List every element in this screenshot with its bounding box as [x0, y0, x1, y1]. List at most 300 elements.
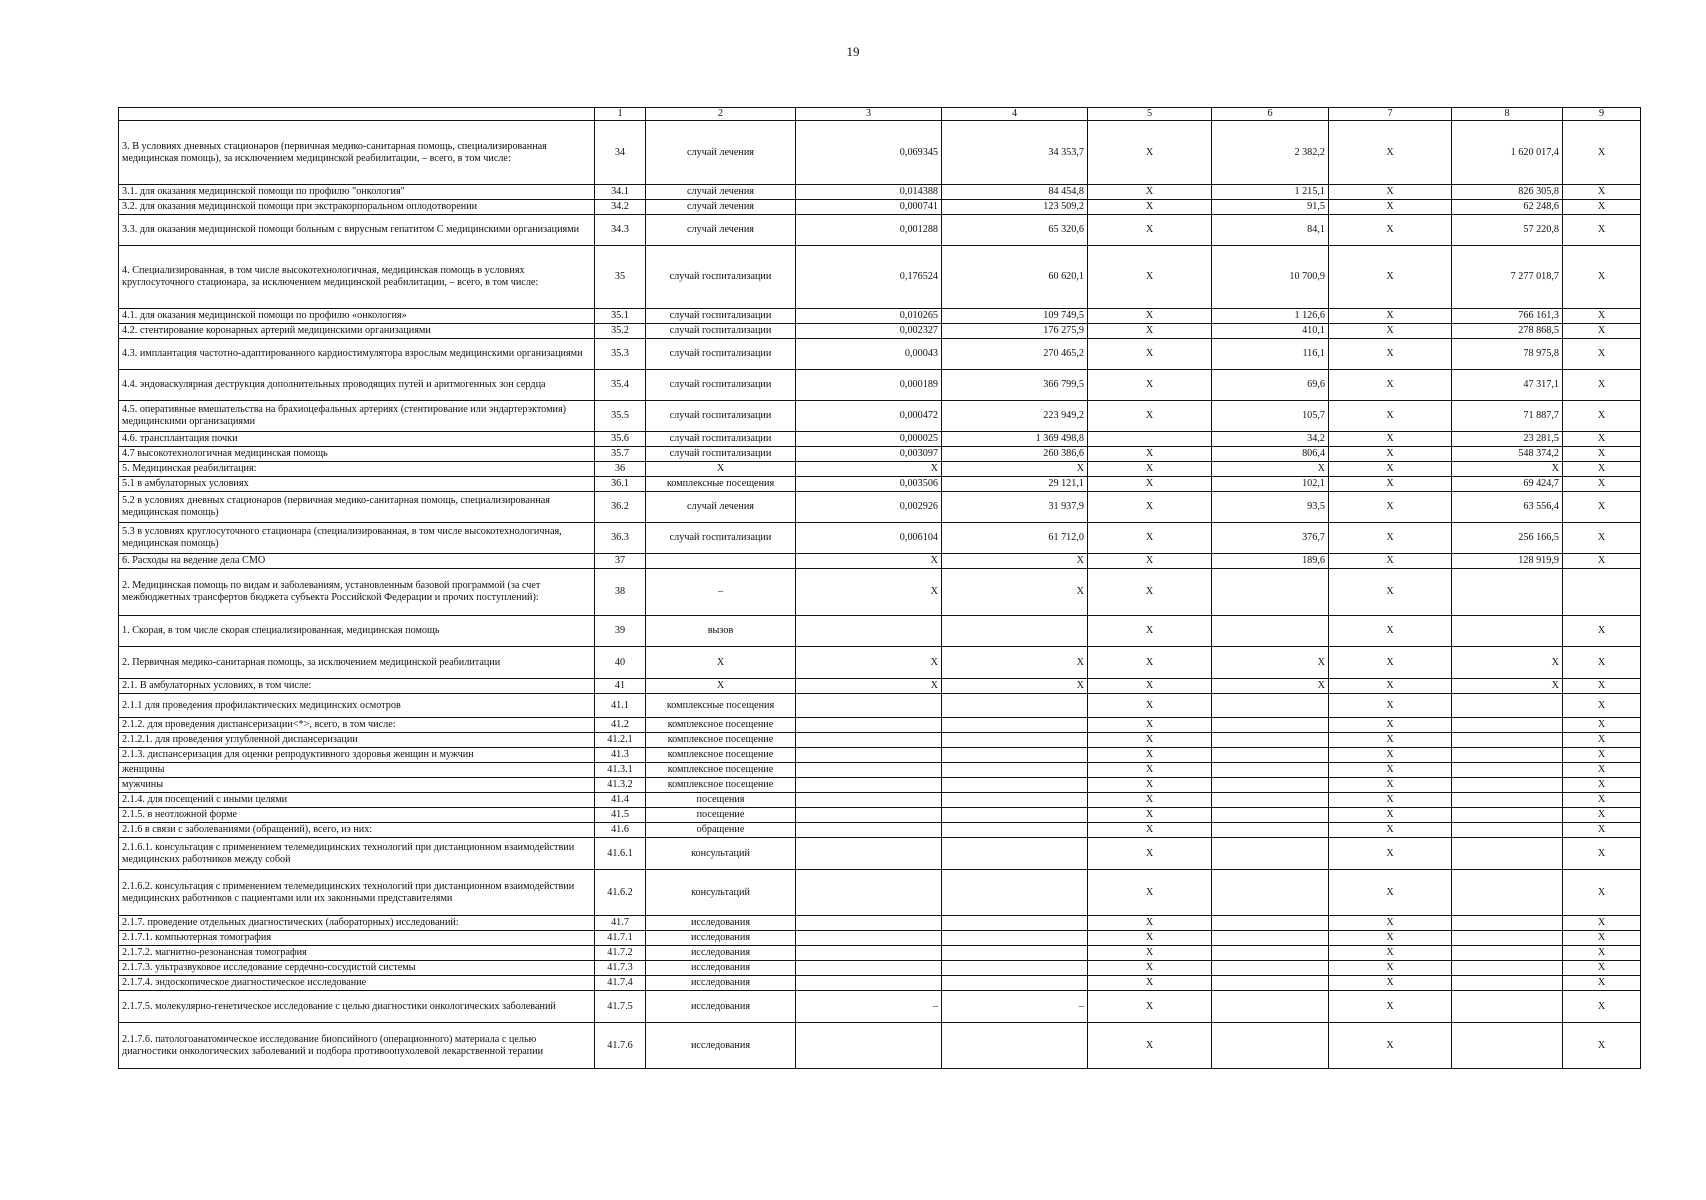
table-cell: –: [942, 991, 1088, 1023]
table-row: [119, 523, 1641, 554]
table-cell: случай лечения: [646, 200, 796, 215]
table-cell: 40: [595, 647, 646, 679]
table-cell: 2.1.7.1. компьютерная томография: [119, 931, 595, 946]
table-cell: 35.1: [595, 309, 646, 324]
table-cell: [942, 976, 1088, 991]
table-row: [119, 793, 1641, 808]
table-row: [119, 477, 1641, 492]
table-cell: [796, 976, 942, 991]
table-row: [119, 823, 1641, 838]
column-header: 8: [1452, 108, 1563, 121]
table-row: [119, 339, 1641, 370]
table-row: [119, 246, 1641, 309]
table-cell: 38: [595, 569, 646, 616]
table-cell: [942, 946, 1088, 961]
table-cell: 47 317,1: [1452, 370, 1563, 401]
table-cell: X: [1088, 523, 1212, 554]
table-cell: X: [1563, 1023, 1641, 1069]
table-cell: X: [1212, 647, 1329, 679]
table-cell: X: [1563, 215, 1641, 246]
table-row: [119, 447, 1641, 462]
table-cell: 91,5: [1212, 200, 1329, 215]
table-cell: 2.1.2. для проведения диспансеризации<*>, всего, в том числе:: [119, 718, 595, 733]
table-row: [119, 694, 1641, 718]
table-cell: X: [1563, 694, 1641, 718]
table-cell: [796, 1023, 942, 1069]
table-cell: 0,000189: [796, 370, 942, 401]
table-cell: 1 215,1: [1212, 185, 1329, 200]
table-cell: 10 700,9: [1212, 246, 1329, 309]
table-cell: 5.2 в условиях дневных стационаров (первичная медико-санитарная помощь, специализированная медицинская помощь): [119, 492, 595, 523]
table-cell: X: [1563, 808, 1641, 823]
table-row: [119, 916, 1641, 931]
table-row: [119, 554, 1641, 569]
table-cell: X: [1452, 462, 1563, 477]
table-cell: [1212, 976, 1329, 991]
table-cell: X: [796, 679, 942, 694]
table-cell: X: [1329, 679, 1452, 694]
table-cell: X: [1088, 916, 1212, 931]
table-cell: [1088, 432, 1212, 447]
table-cell: X: [1088, 200, 1212, 215]
table-cell: X: [1563, 976, 1641, 991]
table-cell: 189,6: [1212, 554, 1329, 569]
table-row: [119, 121, 1641, 185]
table-cell: X: [1329, 616, 1452, 647]
table-cell: X: [1329, 793, 1452, 808]
table-cell: X: [1329, 339, 1452, 370]
table-cell: X: [1088, 447, 1212, 462]
table-cell: [942, 916, 1088, 931]
table-cell: случай лечения: [646, 121, 796, 185]
table-cell: 35.3: [595, 339, 646, 370]
table-cell: X: [1329, 324, 1452, 339]
table-cell: комплексные посещения: [646, 477, 796, 492]
table-cell: 35: [595, 246, 646, 309]
table-cell: X: [1088, 121, 1212, 185]
table-cell: 2.1.3. диспансеризация для оценки репродуктивного здоровья женщин и мужчин: [119, 748, 595, 763]
table-cell: [1452, 916, 1563, 931]
table-cell: X: [1088, 185, 1212, 200]
table-cell: 39: [595, 616, 646, 647]
table-cell: 2 382,2: [1212, 121, 1329, 185]
table-cell: 65 320,6: [942, 215, 1088, 246]
table-cell: X: [1212, 679, 1329, 694]
table-cell: X: [1329, 569, 1452, 616]
table-cell: 71 887,7: [1452, 401, 1563, 432]
table-cell: [1212, 1023, 1329, 1069]
table-cell: X: [1088, 946, 1212, 961]
table-cell: случай госпитализации: [646, 523, 796, 554]
table-cell: 0,006104: [796, 523, 942, 554]
table-cell: X: [1329, 370, 1452, 401]
table-cell: 2.1.6 в связи с заболеваниями (обращений), всего, из них:: [119, 823, 595, 838]
table-cell: комплексное посещение: [646, 778, 796, 793]
table-cell: X: [1329, 748, 1452, 763]
table-row: [119, 1023, 1641, 1069]
table-cell: X: [1563, 185, 1641, 200]
table-cell: X: [1329, 200, 1452, 215]
table-cell: исследования: [646, 946, 796, 961]
table-cell: X: [1088, 838, 1212, 870]
table-cell: 41.7.3: [595, 961, 646, 976]
table-cell: X: [1563, 748, 1641, 763]
page-number: 19: [846, 44, 860, 59]
table-cell: 176 275,9: [942, 324, 1088, 339]
table-cell: 2.1.7. проведение отдельных диагностических (лабораторных) исследований:: [119, 916, 595, 931]
table-cell: X: [1088, 808, 1212, 823]
column-header: 7: [1329, 108, 1452, 121]
table-cell: 2.1.7.3. ультразвуковое исследование сердечно-сосудистой системы: [119, 961, 595, 976]
table-cell: 35.7: [595, 447, 646, 462]
table-cell: X: [646, 462, 796, 477]
table-cell: X: [1329, 554, 1452, 569]
table-cell: 41.6: [595, 823, 646, 838]
table-cell: комплексное посещение: [646, 748, 796, 763]
table-cell: X: [1088, 1023, 1212, 1069]
table-cell: X: [1329, 523, 1452, 554]
table-cell: [942, 778, 1088, 793]
table-cell: [796, 718, 942, 733]
table-cell: 1 126,6: [1212, 309, 1329, 324]
table-cell: 2.1.2.1. для проведения углубленной диспансеризации: [119, 733, 595, 748]
table-row: [119, 679, 1641, 694]
table-cell: X: [1329, 976, 1452, 991]
table-cell: X: [1088, 554, 1212, 569]
table-cell: [1452, 616, 1563, 647]
table-cell: [942, 931, 1088, 946]
table-cell: [1212, 808, 1329, 823]
table-cell: X: [1088, 569, 1212, 616]
table-cell: X: [1563, 763, 1641, 778]
table-cell: X: [1088, 733, 1212, 748]
table-cell: 31 937,9: [942, 492, 1088, 523]
table-cell: 0,003506: [796, 477, 942, 492]
table-cell: X: [1452, 647, 1563, 679]
table-cell: X: [1088, 823, 1212, 838]
table-row: [119, 492, 1641, 523]
table-row: [119, 569, 1641, 616]
table-cell: X: [1563, 324, 1641, 339]
table-cell: 34,2: [1212, 432, 1329, 447]
column-header: 1: [595, 108, 646, 121]
table-cell: X: [646, 647, 796, 679]
table-cell: X: [646, 679, 796, 694]
table-cell: 7 277 018,7: [1452, 246, 1563, 309]
table-cell: [942, 616, 1088, 647]
table-cell: 0,000025: [796, 432, 942, 447]
table-cell: [796, 946, 942, 961]
table-cell: [1452, 718, 1563, 733]
table-cell: [796, 694, 942, 718]
table-cell: 41.2: [595, 718, 646, 733]
table-cell: X: [1088, 492, 1212, 523]
table-cell: 128 919,9: [1452, 554, 1563, 569]
table-cell: X: [1088, 748, 1212, 763]
table-cell: 2. Медицинская помощь по видам и заболеваниям, установленным базовой программой (за счет межбюджетных трансфертов бюджета субъекта Российской Федерации и прочих поступлений):: [119, 569, 595, 616]
table-cell: 4.1. для оказания медицинской помощи по профилю «онкология»: [119, 309, 595, 324]
table-row: [119, 616, 1641, 647]
table-cell: [1452, 694, 1563, 718]
table-cell: 36: [595, 462, 646, 477]
table-cell: X: [1329, 462, 1452, 477]
table-cell: 4.5. оперативные вмешательства на брахиоцефальных артериях (стентирование или эндартерэктомия) медицинскими организациями: [119, 401, 595, 432]
table-cell: женщины: [119, 763, 595, 778]
table-cell: 376,7: [1212, 523, 1329, 554]
table-cell: 41.4: [595, 793, 646, 808]
table-cell: 41.7.2: [595, 946, 646, 961]
table-cell: 60 620,1: [942, 246, 1088, 309]
table-cell: X: [1563, 339, 1641, 370]
table-cell: [796, 931, 942, 946]
table-cell: 29 121,1: [942, 477, 1088, 492]
table-cell: 35.5: [595, 401, 646, 432]
table-cell: [942, 763, 1088, 778]
table-cell: 41.7.1: [595, 931, 646, 946]
table-cell: 0,002327: [796, 324, 942, 339]
table-row: [119, 462, 1641, 477]
table-cell: 78 975,8: [1452, 339, 1563, 370]
table-cell: X: [1088, 215, 1212, 246]
table-row: [119, 748, 1641, 763]
table-cell: 41.7: [595, 916, 646, 931]
table-cell: [1212, 931, 1329, 946]
table-cell: X: [1088, 961, 1212, 976]
table-cell: [1212, 916, 1329, 931]
table-cell: случай лечения: [646, 185, 796, 200]
table-cell: X: [1329, 492, 1452, 523]
table-cell: 4.6. трансплантация почки: [119, 432, 595, 447]
table-cell: X: [1088, 763, 1212, 778]
table-cell: 62 248,6: [1452, 200, 1563, 215]
table-cell: 36.1: [595, 477, 646, 492]
data-table: [118, 107, 1641, 1069]
table-cell: 1 620 017,4: [1452, 121, 1563, 185]
table-cell: 41: [595, 679, 646, 694]
table-cell: [1212, 718, 1329, 733]
table-cell: [1452, 569, 1563, 616]
table-cell: [1212, 870, 1329, 916]
table-cell: 0,002926: [796, 492, 942, 523]
table-cell: 0,069345: [796, 121, 942, 185]
table-cell: X: [1563, 121, 1641, 185]
table-cell: 5.1 в амбулаторных условиях: [119, 477, 595, 492]
table-cell: посещение: [646, 808, 796, 823]
table-row: [119, 991, 1641, 1023]
table-cell: 93,5: [1212, 492, 1329, 523]
table-cell: [1452, 823, 1563, 838]
table-cell: X: [1329, 432, 1452, 447]
table-cell: 41.3.2: [595, 778, 646, 793]
table-cell: 2.1.7.2. магнитно-резонансная томография: [119, 946, 595, 961]
table-cell: [1212, 793, 1329, 808]
table-cell: 34.2: [595, 200, 646, 215]
table-cell: X: [1329, 838, 1452, 870]
table-cell: X: [1088, 477, 1212, 492]
table-cell: X: [942, 647, 1088, 679]
table-cell: X: [1088, 718, 1212, 733]
header-row: [119, 108, 1641, 121]
table-cell: X: [1563, 961, 1641, 976]
table-cell: 69 424,7: [1452, 477, 1563, 492]
table-cell: 61 712,0: [942, 523, 1088, 554]
table-cell: X: [1563, 946, 1641, 961]
table-cell: X: [1563, 492, 1641, 523]
table-cell: 278 868,5: [1452, 324, 1563, 339]
table-cell: комплексное посещение: [646, 718, 796, 733]
column-header: 3: [796, 108, 942, 121]
table-cell: случай госпитализации: [646, 432, 796, 447]
table-cell: [1212, 823, 1329, 838]
table-cell: X: [1329, 246, 1452, 309]
table-cell: [646, 554, 796, 569]
table-cell: 35.4: [595, 370, 646, 401]
table-cell: 41.6.2: [595, 870, 646, 916]
table-cell: 34.1: [595, 185, 646, 200]
table-cell: X: [1329, 916, 1452, 931]
table-cell: 0,00043: [796, 339, 942, 370]
table-cell: [796, 748, 942, 763]
table-cell: X: [1452, 679, 1563, 694]
table-cell: X: [1563, 870, 1641, 916]
table-cell: случай госпитализации: [646, 447, 796, 462]
table-cell: X: [1088, 370, 1212, 401]
table-cell: 36.2: [595, 492, 646, 523]
table-cell: [942, 793, 1088, 808]
table-cell: X: [1088, 793, 1212, 808]
table-row: [119, 733, 1641, 748]
table-cell: X: [1088, 647, 1212, 679]
table-cell: X: [796, 554, 942, 569]
table-cell: 34 353,7: [942, 121, 1088, 185]
table-cell: 1 369 498,8: [942, 432, 1088, 447]
table-cell: 2.1.6.1. консультация с применением телемедицинских технологий при дистанционном взаимодействии медицинских работников между собой: [119, 838, 595, 870]
table-cell: 3. В условиях дневных стационаров (первичная медико-санитарная помощь, специализированная медицинская помощь), за исключением медицинской реабилитации, – всего, в том числе:: [119, 121, 595, 185]
table-cell: 41.6.1: [595, 838, 646, 870]
table-row: [119, 838, 1641, 870]
table-cell: 69,6: [1212, 370, 1329, 401]
table-cell: [1452, 976, 1563, 991]
table-cell: X: [1329, 931, 1452, 946]
table-cell: [942, 823, 1088, 838]
table-row: [119, 185, 1641, 200]
table-cell: X: [1088, 778, 1212, 793]
table-cell: [1452, 808, 1563, 823]
table-cell: 2.1.7.4. эндоскопическое диагностическое исследование: [119, 976, 595, 991]
table-cell: 0,003097: [796, 447, 942, 462]
table-cell: 5. Медицинская реабилитация:: [119, 462, 595, 477]
table-cell: X: [1329, 733, 1452, 748]
table-cell: X: [942, 554, 1088, 569]
table-cell: случай госпитализации: [646, 324, 796, 339]
table-cell: X: [796, 569, 942, 616]
table-cell: 23 281,5: [1452, 432, 1563, 447]
table-cell: [796, 763, 942, 778]
table-cell: X: [1329, 961, 1452, 976]
table-cell: [796, 616, 942, 647]
table-row: [119, 215, 1641, 246]
table-cell: 4.7 высокотехнологичная медицинская помощь: [119, 447, 595, 462]
table-cell: 41.5: [595, 808, 646, 823]
table-cell: X: [1563, 823, 1641, 838]
table-cell: X: [1563, 462, 1641, 477]
table-cell: случай лечения: [646, 492, 796, 523]
table-cell: X: [1563, 679, 1641, 694]
table-cell: 63 556,4: [1452, 492, 1563, 523]
table-cell: X: [1563, 523, 1641, 554]
table-cell: 109 749,5: [942, 309, 1088, 324]
table-cell: 41.1: [595, 694, 646, 718]
table-cell: 0,176524: [796, 246, 942, 309]
table-cell: случай госпитализации: [646, 246, 796, 309]
table-cell: 5.3 в условиях круглосуточного стационара (специализированная, в том числе высокотехнологичная, медицинская помощь): [119, 523, 595, 554]
table-cell: X: [1563, 200, 1641, 215]
table-cell: [1212, 694, 1329, 718]
table-cell: [1452, 838, 1563, 870]
table-cell: [796, 870, 942, 916]
table-cell: [1212, 763, 1329, 778]
table-cell: комплексные посещения: [646, 694, 796, 718]
table-cell: 41.7.6: [595, 1023, 646, 1069]
table-cell: исследования: [646, 976, 796, 991]
table-row: [119, 647, 1641, 679]
table-cell: 366 799,5: [942, 370, 1088, 401]
table-cell: X: [1563, 246, 1641, 309]
table-cell: консультаций: [646, 870, 796, 916]
table-cell: случай госпитализации: [646, 370, 796, 401]
table-cell: X: [1329, 946, 1452, 961]
table-cell: исследования: [646, 931, 796, 946]
table-cell: X: [1329, 778, 1452, 793]
table-cell: 4.4. эндоваскулярная деструкция дополнительных проводящих путей и аритмогенных зон сердца: [119, 370, 595, 401]
table-cell: X: [1329, 121, 1452, 185]
table-cell: мужчины: [119, 778, 595, 793]
table-cell: [1212, 778, 1329, 793]
table-cell: [1212, 616, 1329, 647]
table-cell: 223 949,2: [942, 401, 1088, 432]
table-cell: 0,000741: [796, 200, 942, 215]
table-cell: [1452, 793, 1563, 808]
table-cell: 116,1: [1212, 339, 1329, 370]
table-cell: X: [1329, 185, 1452, 200]
table-cell: 256 166,5: [1452, 523, 1563, 554]
column-header: 4: [942, 108, 1088, 121]
table-cell: 41.3: [595, 748, 646, 763]
table-cell: X: [1563, 916, 1641, 931]
table-cell: X: [1088, 309, 1212, 324]
table-cell: [1452, 870, 1563, 916]
table-cell: [796, 838, 942, 870]
table-cell: случай лечения: [646, 215, 796, 246]
table-row: [119, 432, 1641, 447]
table-cell: [1452, 763, 1563, 778]
table-cell: X: [1088, 679, 1212, 694]
table-cell: [942, 694, 1088, 718]
table-cell: 4. Специализированная, в том числе высокотехнологичная, медицинская помощь в условиях круглосуточного стационара, за исключением медицинской реабилитации, – всего, в том числе:: [119, 246, 595, 309]
table-cell: X: [1088, 339, 1212, 370]
table-cell: X: [1563, 370, 1641, 401]
table-cell: X: [1563, 718, 1641, 733]
table-cell: [1452, 733, 1563, 748]
table-cell: [942, 748, 1088, 763]
table-row: [119, 324, 1641, 339]
table-cell: 270 465,2: [942, 339, 1088, 370]
table-row: [119, 808, 1641, 823]
table-cell: X: [1329, 763, 1452, 778]
table-cell: [1212, 748, 1329, 763]
table-row: [119, 931, 1641, 946]
table-row: [119, 870, 1641, 916]
